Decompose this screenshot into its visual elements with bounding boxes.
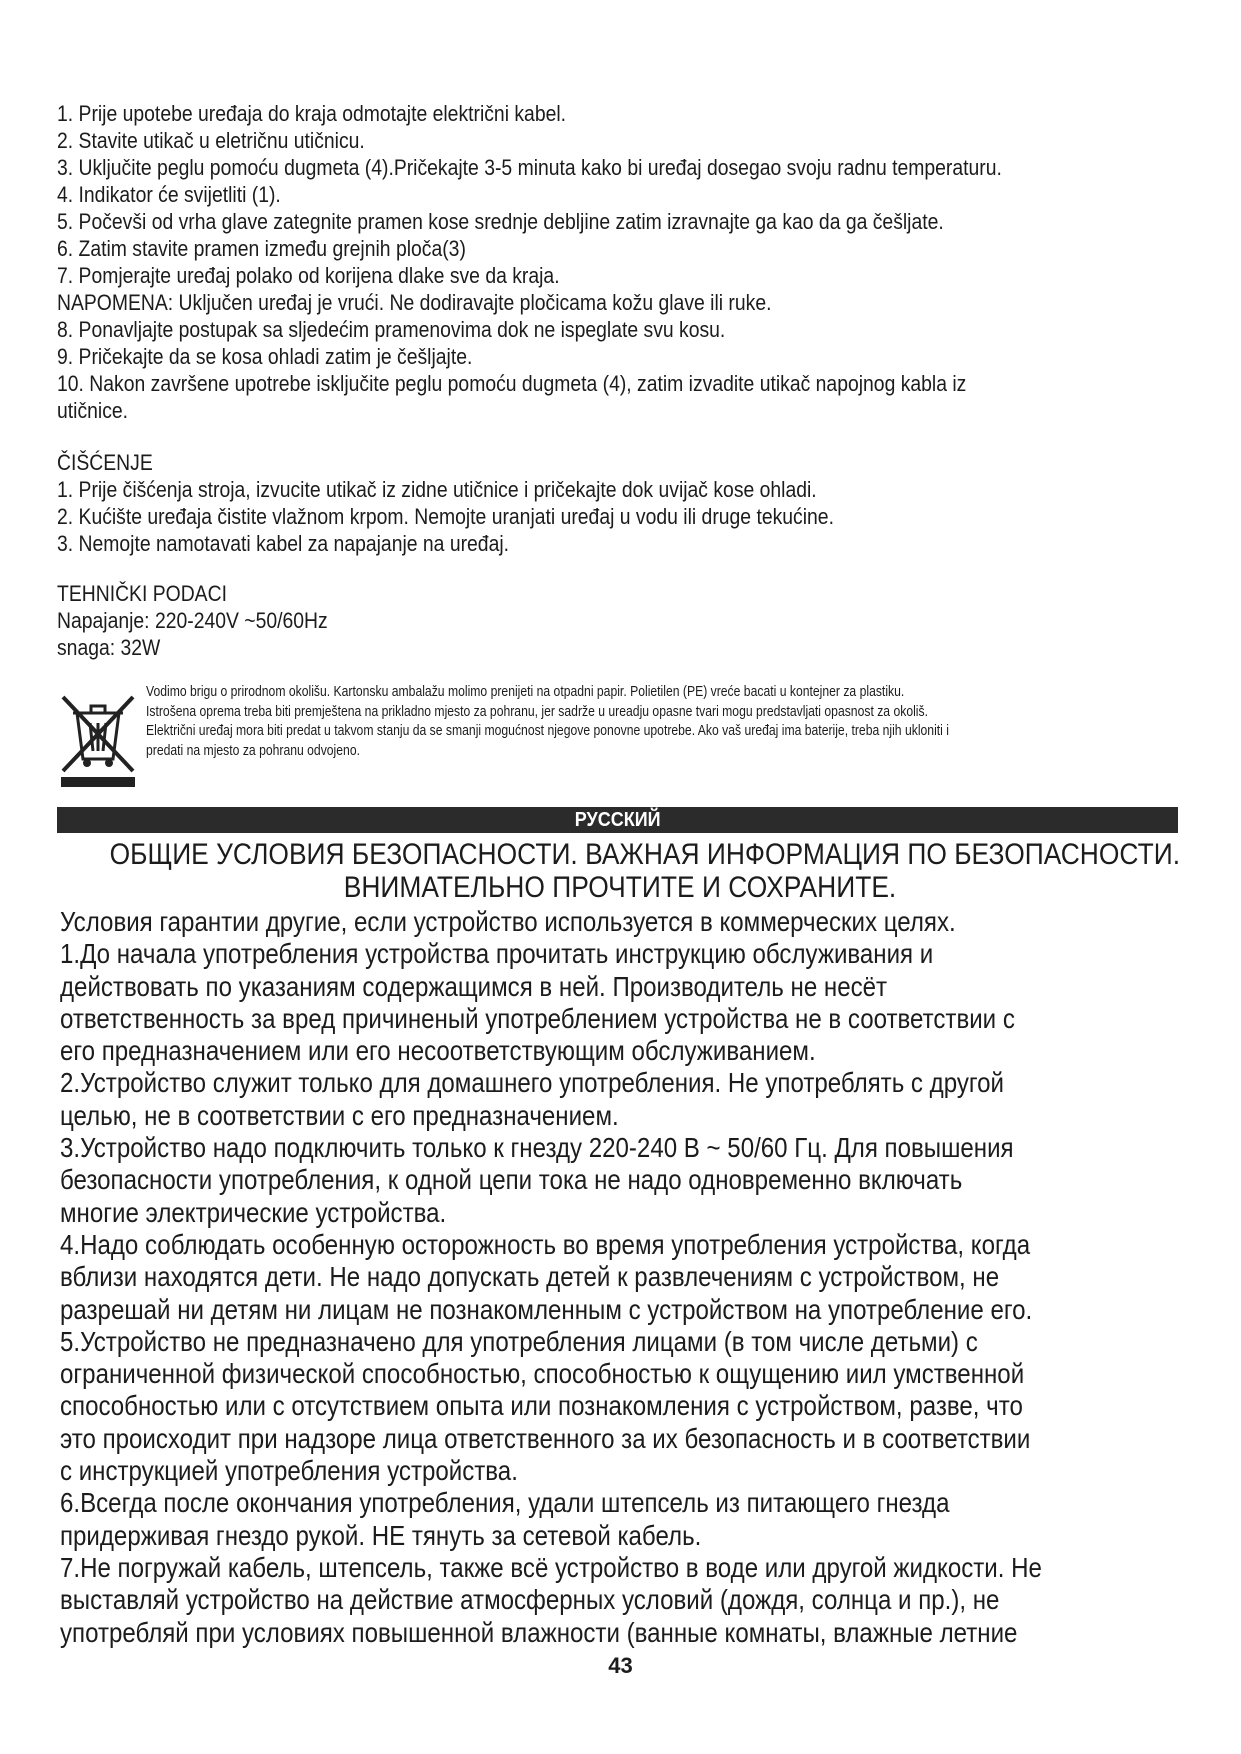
safety-text-line: многие электрические устройства. — [60, 1196, 447, 1228]
safety-text-line: ответственность за вред причиненый употреблением устройства не в соответствии с — [60, 1002, 1015, 1034]
cleaning-heading: ČIŠĆENJE — [57, 450, 153, 475]
safety-text-line: Условия гарантии другие, если устройство используется в коммерческих целях. — [60, 906, 956, 937]
safety-text-line: 1.До начала употребления устройства прочитать инструкцию обслуживания и — [60, 938, 934, 970]
safety-text-line: 7.Не погружай кабель, штепсель, также всё устройство в воде или другой жидкости. Не — [60, 1551, 1042, 1583]
crossed-out-wheelie-bin-icon — [57, 689, 139, 789]
safety-text-line: 3.Устройство надо подключить только к гнезду 220-240 В ~ 50/60 Гц. Для повышения — [60, 1132, 1014, 1164]
usage-step: 4. Indikator će svijetliti (1). — [57, 182, 281, 207]
environment-notice-line: Električni uređaj mora biti predat u takvom stanju da se smanji mogućnost njegove ponovne upotrebe. Ako vaš uređaj ima baterije, treba njih ukloniti i — [146, 723, 949, 739]
safety-text-line: выставляй устройство на действие атмосферных условий (дождя, солнца и пр.), не — [60, 1584, 1000, 1616]
safety-text-line: вблизи находятся дети. Не надо допускать детей к развлечениям с устройством, не — [60, 1261, 1000, 1293]
usage-step: 3. Uključite peglu pomoću dugmeta (4).Pričekajte 3-5 minuta kako bi uređaj dosegao svoju radnu temperaturu. — [57, 155, 1002, 180]
usage-step: 9. Pričekajte da se kosa ohladi zatim je češljajte. — [57, 344, 473, 369]
usage-step: 8. Ponavljajte postupak sa sljedećim pramenovima dok ne ispeglate svu kosu. — [57, 317, 726, 342]
safety-text-line: целью, не в соответствии с его предназначением. — [60, 1099, 619, 1131]
usage-step: utičnice. — [57, 398, 129, 423]
environment-notice-line: Vodimo brigu o prirodnom okolišu. Kartonsku ambalažu molimo prenijeti na otpadni papir. Polietilen (PE) vreće bacati u kontejner za plastiku. — [146, 684, 905, 700]
usage-step: 7. Pomjerajte uređaj polako od korijena dlake sve da kraja. — [57, 263, 560, 288]
safety-text-line: разрешай ни детям ни лицам не познакомленным с устройством на употребление его. — [60, 1293, 1033, 1325]
cleaning-section — [57, 449, 1197, 557]
safety-text-line: с инструкцией употребления устройства. — [60, 1455, 518, 1487]
safety-instructions — [60, 906, 1200, 1649]
safety-text-line: способностью или с отсутствием опыта или познакомления с устройством, разве, что — [60, 1390, 1023, 1422]
safety-text-line: безопасности употребления, к одной цепи тока не надо одновременно включать — [60, 1164, 963, 1196]
usage-step: 6. Zatim stavite pramen između grejnih ploča(3) — [57, 236, 466, 261]
safety-title-line: ОБЩИЕ УСЛОВИЯ БЕЗОПАСНОСТИ. ВАЖНАЯ ИНФОРМАЦИЯ ПО БЕЗОПАСНОСТИ. — [109, 838, 1181, 871]
usage-steps — [57, 100, 1197, 424]
technical-data-section — [57, 580, 1197, 661]
safety-text-line: придерживая гнездо рукой. НЕ тянуть за сетевой кабель. — [60, 1519, 702, 1551]
usage-step: 2. Stavite utikač u eletričnu utičnicu. — [57, 128, 365, 153]
safety-text-line: его предназначением или его несоответствующим обслуживанием. — [60, 1035, 816, 1067]
safety-text-line: 5.Устройство не предназначено для употребления лицами (в том числе детьми) с — [60, 1325, 978, 1357]
usage-step: 10. Nakon završene upotrebe isključite peglu pomoću dugmeta (4), zatim izvadite utikač napojnog kabla iz — [57, 371, 967, 396]
safety-text-line: употребляй при условиях повышенной влажности (ванные комнаты, влажные летние — [60, 1616, 1018, 1648]
usage-note: NAPOMENA: Uključen uređaj je vrući. Ne dodiravajte pločicama kožu glave ili ruke. — [57, 290, 772, 315]
safety-text-line: действовать по указаниям содержащимся в ней. Производитель не несёт — [60, 970, 888, 1002]
environment-notice — [57, 683, 1197, 793]
environment-notice-text — [146, 683, 1226, 761]
power-spec: snaga: 32W — [57, 635, 161, 660]
safety-title — [40, 838, 1200, 904]
safety-text-line: 6.Всегда после окончания употребления, удали штепсель из питающего гнезда — [60, 1487, 950, 1519]
language-section-header — [57, 807, 1178, 833]
technical-heading: TEHNIČKI PODACI — [57, 581, 227, 606]
cleaning-item: 2. Kućište uređaja čistite vlažnom krpom. Nemojte uranjati uređaj u vodu ili druge tekućine. — [57, 504, 834, 529]
safety-title-line: ВНИМАТЕЛЬНО ПРОЧТИТЕ И СОХРАНИТЕ. — [343, 871, 897, 904]
environment-notice-line: predati na mjesto za pohranu odvojeno. — [146, 742, 360, 759]
safety-text-line: 4.Надо соблюдать особенную осторожность во время употребления устройства, когда — [60, 1228, 1031, 1260]
cleaning-item: 3. Nemojte namotavati kabel za napajanje na uređaj. — [57, 531, 510, 556]
safety-text-line: 2.Устройство служит только для домашнего употребления. Не употреблять с другой — [60, 1067, 1004, 1099]
language-label: РУССКИЙ — [574, 809, 661, 831]
power-supply-spec: Napajanje: 220-240V ~50/60Hz — [57, 608, 328, 633]
usage-step: 5. Počevši od vrha glave zategnite pramen kose srednje debljine zatim izravnajte ga kao da ga češljate. — [57, 209, 944, 234]
safety-text-line: это происходит при надзоре лица ответственного за их безопасность и в соответствии — [60, 1422, 1031, 1454]
cleaning-item: 1. Prije čišćenja stroja, izvucite utikač iz zidne utičnice i pričekajte dok uvijač kose ohladi. — [57, 477, 817, 502]
safety-text-line: ограниченной физической способностью, способностью к ощущению иил умственной — [60, 1358, 1025, 1390]
page-number: 43 — [608, 1653, 633, 1678]
usage-step: 1. Prije upotebe uređaja do kraja odmotajte električni kabel. — [57, 101, 567, 126]
environment-notice-line: Istrošena oprema treba biti premještena na prikladno mjesto za pohranu, jer sadrže u ureadju opasne tvari mogu predstavljati opasnost za okoliš. — [146, 703, 928, 720]
